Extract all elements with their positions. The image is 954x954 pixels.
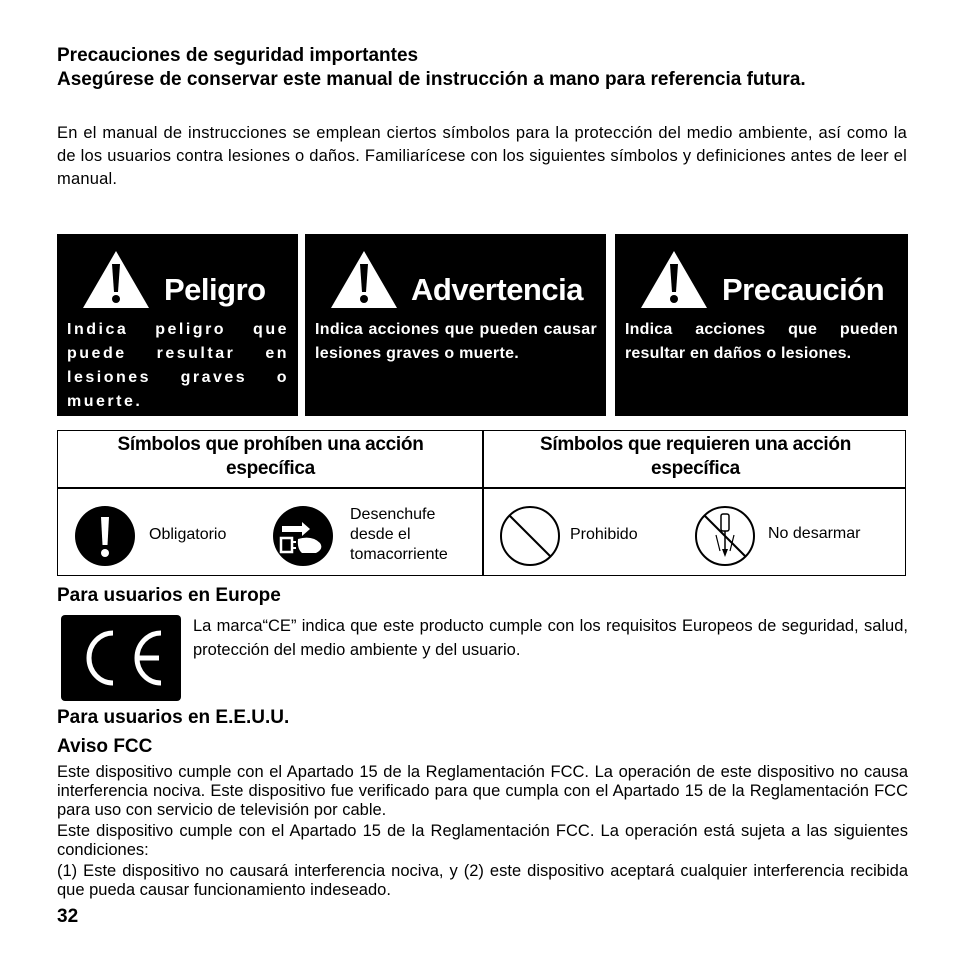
page-title: Precauciones de seguridad importantes [57, 45, 419, 66]
page-number: 32 [57, 906, 79, 927]
unplug-label: Desenchufe desde el tomacorriente [350, 506, 448, 563]
europe-text: La marca“CE” indica que este producto cumple con los requisitos Europeos de seguridad, salud, protección del medio ambiente y del usuario. [193, 617, 908, 659]
ce-mark-icon [61, 615, 181, 701]
warning-triangle-icon [81, 248, 151, 312]
page-subtitle: Asegúrese de conservar este manual de instrucción a mano para referencia futura. [57, 69, 806, 90]
usa-heading: Para usuarios en E.E.U.U. [57, 707, 290, 728]
warning-triangle-icon [329, 248, 399, 312]
table-divider [482, 431, 484, 575]
fcc-paragraph-2: Este dispositivo cumple con el Apartado 15 de la Reglamentación FCC. La operación está sujeta a las siguientes condiciones: [57, 822, 908, 859]
danger-title: Peligro [164, 272, 266, 307]
caution-box [615, 234, 908, 416]
prohibited-label: Prohibido [570, 526, 638, 543]
no-disassemble-label: No desarmar [768, 525, 861, 542]
intro-paragraph: En el manual de instrucciones se emplean ciertos símbolos para la protección del medio ambiente, así como la de los usuarios contra lesiones o daños. Familiarícese con los siguientes símbolos y definiciones antes de leer el manual. [57, 124, 907, 188]
table-divider [58, 487, 905, 489]
europe-heading: Para usuarios en Europe [57, 585, 281, 606]
prohibited-icon [499, 505, 561, 567]
caution-title: Precaución [722, 272, 885, 307]
fcc-heading: Aviso FCC [57, 736, 153, 757]
require-symbols-header: Símbolos que requieren una acción específica [539, 434, 852, 479]
exclamation-icon [74, 505, 136, 567]
fcc-paragraph-1: Este dispositivo cumple con el Apartado 15 de la Reglamentación FCC. La operación de este dispositivo no causa interferencia nociva. Este dispositivo fue verificado para que cumpla con el Apartado 15 de la Reglamentación FCC para uso con servicio de televisión por cable. [57, 763, 908, 819]
warning-box [305, 234, 606, 416]
unplug-icon [272, 505, 334, 567]
prohibit-symbols-header: Símbolos que prohíben una acción específica [117, 434, 424, 479]
warning-description: Indica acciones que pueden causar lesiones graves o muerte. [315, 321, 597, 362]
symbols-table [57, 430, 906, 576]
danger-box [57, 234, 298, 416]
warning-title: Advertencia [411, 272, 583, 307]
mandatory-label: Obligatorio [149, 526, 227, 543]
caution-description: Indica acciones que pueden resultar en daños o lesiones. [625, 321, 898, 362]
warning-triangle-icon [639, 248, 709, 312]
fcc-paragraph-3: (1) Este dispositivo no causará interferencia nociva, y (2) este dispositivo aceptará cualquier interferencia recibida que pueda causar funcionamiento indeseado. [57, 862, 908, 899]
no-disassemble-icon [694, 505, 756, 567]
danger-description: Indica peligro que puede resultar en lesiones graves o muerte. [67, 321, 289, 410]
